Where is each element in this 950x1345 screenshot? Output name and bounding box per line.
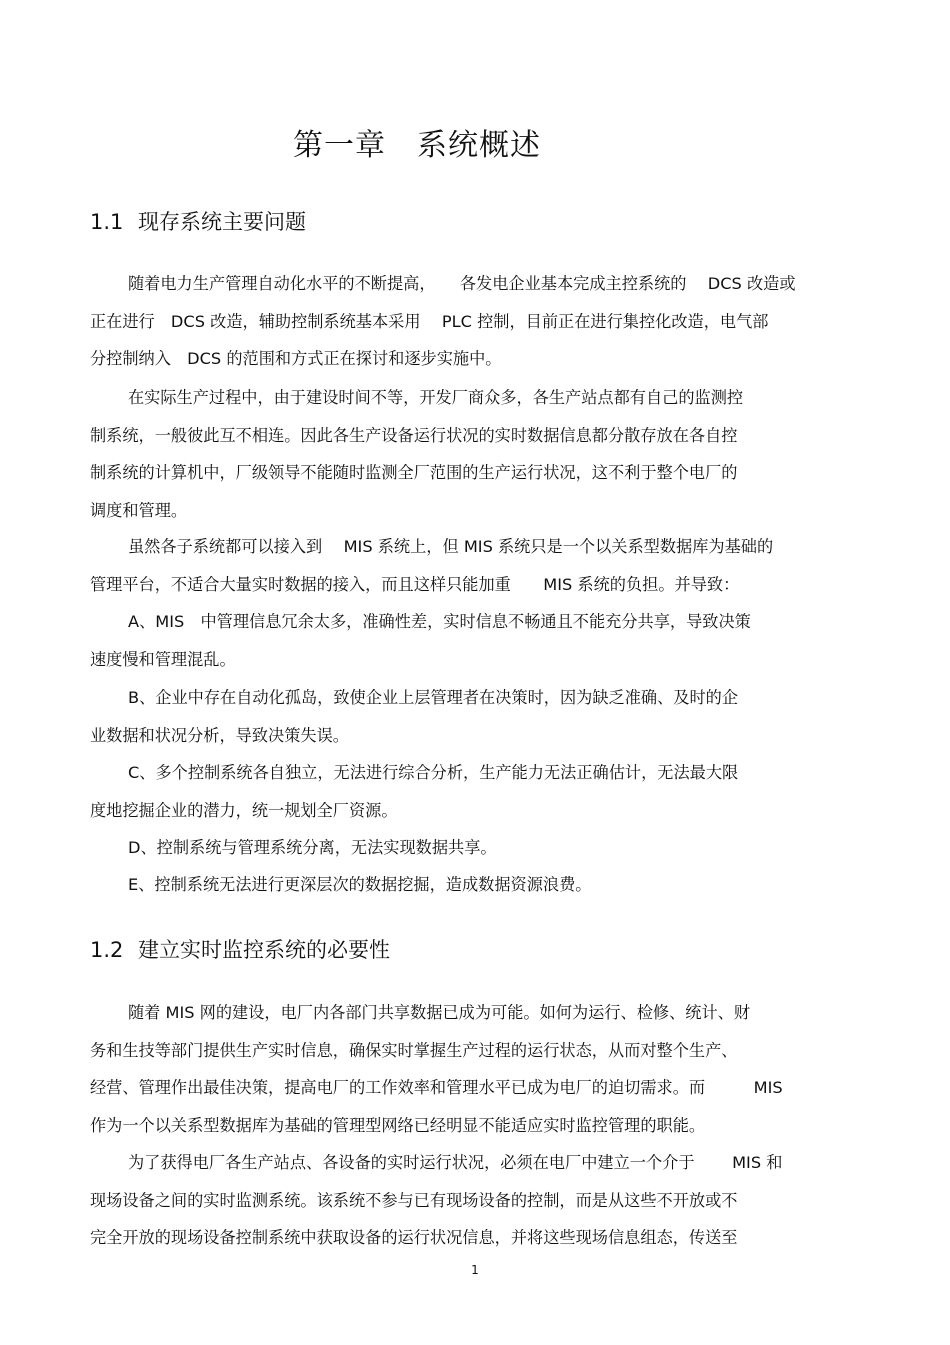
text-line: C、多个控制系统各自独立，无法进行综合分析，生产能力无法正确估计，无法最大限 <box>128 763 739 782</box>
page-number: 1 <box>471 1263 479 1277</box>
text-line: 完全开放的现场设备控制系统中获取设备的运行状况信息，并将这些现场信息组态，传送至 <box>90 1228 738 1247</box>
paragraph-item-a <box>90 603 860 678</box>
section-number: 1.1 <box>90 210 124 234</box>
text-line: 分控制纳入 DCS 的范围和方式正在探讨和逐步实施中。 <box>90 349 502 368</box>
text-line: 现场设备之间的实时监测系统。该系统不参与已有现场设备的控制，而是从这些不开放或不 <box>90 1190 738 1210</box>
paragraph <box>90 379 860 529</box>
text-line: 管理平台，不适合大量实时数据的接入，而且这样只能加重 MIS 系统的负担。并导致： <box>90 574 740 594</box>
text-line: 经营、管理作出最佳决策，提高电厂的工作效率和管理水平已成为电厂的迫切需求。而 MIS <box>90 1078 783 1097</box>
text-line: 速度慢和管理混乱。 <box>90 649 236 669</box>
paragraph <box>90 265 860 378</box>
text-line: B、企业中存在自动化孤岛，致使企业上层管理者在决策时，因为缺乏准确、及时的企 <box>128 688 739 707</box>
paragraph-item-e <box>90 866 860 904</box>
text-line: D、控制系统与管理系统分离，无法实现数据共享。 <box>128 838 497 857</box>
paragraph <box>90 994 860 1144</box>
text-line: 调度和管理。 <box>90 500 188 520</box>
text-line: A、MIS 中管理信息冗余太多，准确性差，实时信息不畅通且不能充分共享，导致决策 <box>128 612 751 631</box>
text-line: 作为一个以关系型数据库为基础的管理型网络已经明显不能适应实时监控管理的职能。 <box>90 1115 706 1135</box>
paragraph-item-d <box>90 829 860 867</box>
paragraph <box>90 528 860 603</box>
text-line: E、控制系统无法进行更深层次的数据挖掘，造成数据资源浪费。 <box>128 875 592 894</box>
section-number: 1.2 <box>90 938 124 962</box>
paragraph-item-b <box>90 679 860 754</box>
paragraph <box>90 1144 860 1257</box>
text-line: 在实际生产过程中，由于建设时间不等，开发厂商众多，各生产站点都有自己的监测控 <box>128 388 744 407</box>
section-title: 现存系统主要问题 <box>138 210 306 234</box>
text-line: 制系统的计算机中，厂级领导不能随时监测全厂范围的生产运行状况，这不利于整个电厂的 <box>90 463 738 482</box>
text-line: 制系统，一般彼此互不相连。因此各生产设备运行状况的实时数据信息都分散存放在各自控 <box>90 425 738 445</box>
section-heading-1-2 <box>90 935 390 965</box>
text-line: 虽然各子系统都可以接入到 MIS 系统上，但 MIS 系统只是一个以关系型数据库为基础的 <box>128 537 774 556</box>
text-line: 务和生技等部门提供生产实时信息，确保实时掌握生产过程的运行状态，从而对整个生产、 <box>90 1040 738 1060</box>
text-line: 正在进行 DCS 改造，辅助控制系统基本采用 PLC 控制，目前正在进行集控化改造，电气部 <box>90 311 769 331</box>
text-line: 度地挖掘企业的潜力，统一规划全厂资源。 <box>90 800 398 820</box>
text-line: 为了获得电厂各生产站点、各设备的实时运行状况，必须在电厂中建立一个介于 MIS 和 <box>128 1153 783 1172</box>
text-line: 业数据和状况分析，导致决策失误。 <box>90 725 349 745</box>
text-line: 随着电力生产管理自动化水平的不断提高， 各发电企业基本完成主控系统的 DCS 改造或 <box>128 274 796 293</box>
paragraph-item-c <box>90 754 860 829</box>
chapter-title: 第一章 系统概述 <box>293 128 541 163</box>
section-heading-1-1 <box>90 207 306 237</box>
section-title: 建立实时监控系统的必要性 <box>138 938 390 962</box>
text-line: 随着 MIS 网的建设，电厂内各部门共享数据已成为可能。如何为运行、检修、统计、财 <box>128 1003 751 1022</box>
